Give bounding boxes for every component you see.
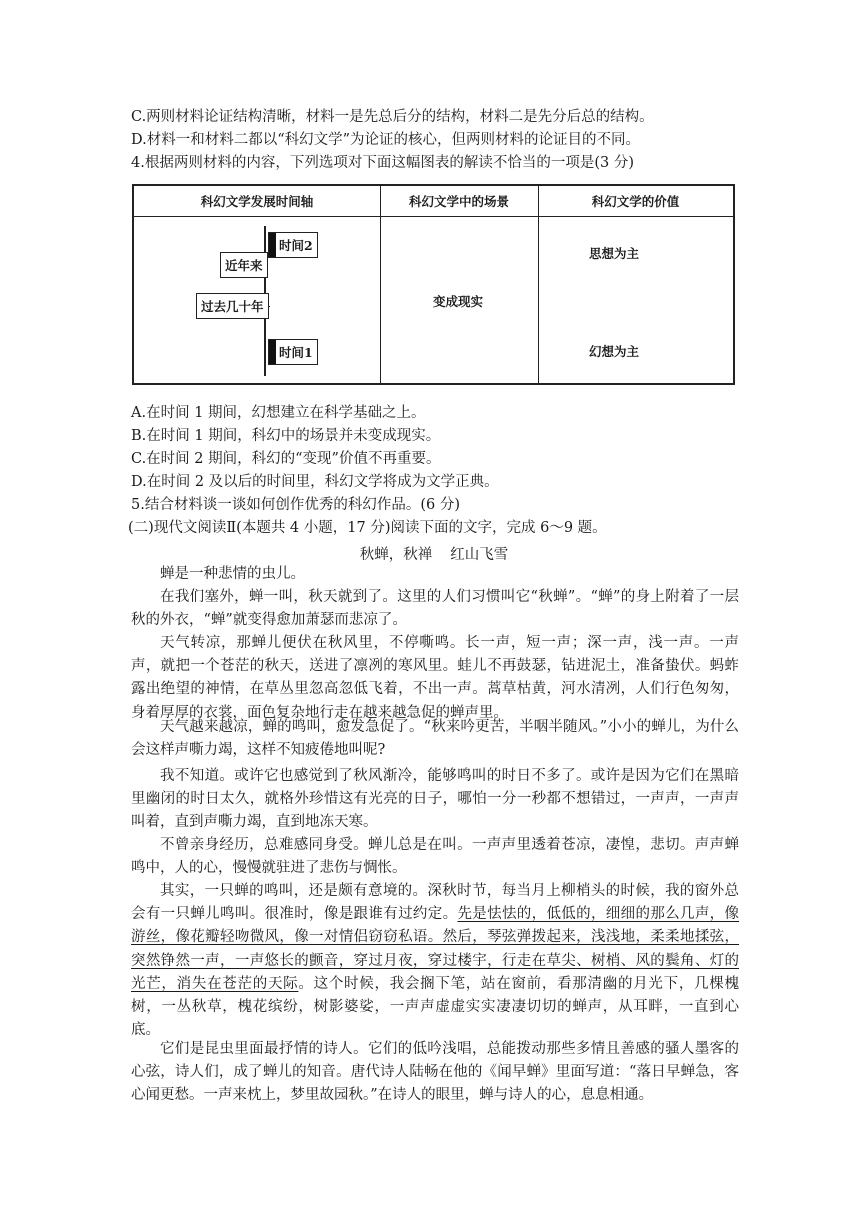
article-title [0, 543, 868, 564]
decades-label: 过去几十年 [201, 299, 264, 314]
question-4: 4.根据两则材料的内容，下列选项对下面这幅图表的解读不恰当的一项是(3 分) [131, 155, 634, 171]
author-name: 红山飞雪 [450, 547, 509, 563]
column-divider-2 [538, 186, 539, 383]
header-divider [134, 216, 733, 217]
paragraph-4: 天气越来越凉，蝉的鸣叫，愈发急促了。“秋来吟更苦，半咽半随风。”小小的蝉儿，为什么会这样声嘶力竭，这样不知疲倦地叫呢? [131, 719, 739, 759]
recent-tag [220, 252, 268, 278]
paragraph-2: 在我们塞外，蝉一叫，秋天就到了。这里的人们习惯叫它“秋蝉”。“蝉”的身上附着了一层秋的外衣，“蝉”就变得愈加萧瑟而悲凉了。 [131, 589, 739, 629]
choice-d: D.在时间 2 及以后的时间里，科幻文学将成为文学正典。 [131, 474, 499, 490]
recent-label: 近年来 [225, 258, 263, 273]
header-scene: 科幻文学中的场景 [408, 194, 509, 209]
value-bottom-cell: 幻想为主 [589, 344, 640, 359]
decades-tag [196, 293, 269, 319]
choice-a: A.在时间 1 期间，幻想建立在科学基础之上。 [131, 405, 426, 421]
paragraph-7 [131, 880, 739, 1042]
section-heading: (二)现代文阅读Ⅱ(本题共 4 小题，17 分)阅读下面的文字，完成 6～9 题。 [128, 520, 607, 536]
paragraph-3: 天气转凉，那蝉儿便伏在秋风里，不停嘶鸣。长一声，短一声；深一声，浅一声。一声声，就把一个苍茫的秋天，送进了凛冽的寒风里。蛙儿不再鼓瑟，钻进泥土，准备蛰伏。蚂蚱露出绝望的神情，在草丛里忽高忽低飞着，不出一声。蒿草枯黄，河水清冽，人们行色匆匆，身着厚厚的衣裳，面色复杂地行走在越来越急促的蝉声里。 [131, 635, 739, 721]
paragraph-1: 蝉是一种悲情的虫儿。 [160, 566, 305, 582]
paragraph-6: 不曾亲身经历，总难感同身受。蝉儿总是在叫。一声声里透着苍凉，凄惶，悲切。声声蝉鸣中，人的心，慢慢就驻进了悲伤与惆怅。 [131, 837, 739, 877]
time2-label: 时间2 [279, 238, 313, 253]
paragraph-8: 它们是昆虫里面最抒情的诗人。它们的低吟浅唱，总能拨动那些多情且善感的骚人墨客的心弦，诗人们，成了蝉儿的知音。唐代诗人陆畅在他的《闻早蝉》里面写道：“落日早蝉急，客心闻更愁。一声来枕上，梦里故园秋。”在诗人的眼里，蝉与诗人的心，息息相通。 [131, 1041, 739, 1104]
option-c-line: C.两则材料论证结构清晰，材料一是先总后分的结构，材料二是先分后总的结构。 [131, 109, 654, 125]
title-text: 秋蝉，秋禅 [359, 547, 433, 563]
time1-label: 时间1 [279, 345, 313, 360]
header-timeline: 科幻文学发展时间轴 [200, 194, 314, 209]
choice-c: C.在时间 2 期间，科幻的“变现”价值不再重要。 [131, 451, 441, 467]
value-top-cell: 思想为主 [589, 246, 640, 261]
choice-b: B.在时间 1 期间，科幻中的场景并未变成现实。 [131, 428, 441, 444]
flag-icon [269, 340, 276, 364]
p7-tail: 。这个时候，我会搁下笔，站在窗前，看那清幽的月光下，几棵槐树，一丛秋草，槐花缤纷，树影婆娑，一声声虚虚实实凄凄切切的蝉声，从耳畔，一直到心底。 [131, 975, 740, 1039]
p7-underlined-passage: 先是怯怯的，低低的，细细的那么几声，像游丝，像花瓣轻吻微风，像一对情侣窃窃私语。然后，琴弦弹拨起来，浅浅地，柔柔地揉弦，突然铮然一声，一声悠长的颤音，穿过月夜，穿过楼宇，行走在草尖、树梢、风的鬓角、灯的光芒，消失在苍茫的天际 [131, 906, 740, 992]
p7-lead: 其实，一只蝉的鸣叫，还是颇有意境的。深秋时节，每当月上柳梢头的时候，我的窗外总会有一只蝉儿鸣叫。很准时，像是跟谁有过约定。 [131, 883, 739, 923]
header-value: 科幻文学的价值 [591, 194, 680, 209]
flag-icon [269, 233, 276, 257]
science-fiction-chart-table [132, 184, 735, 385]
time1-tag [268, 339, 318, 365]
paragraph-5: 我不知道。或许它也感觉到了秋风渐冷，能够鸣叫的时日不多了。或许是因为它们在黑暗里幽闭的时日太久，就格外珍惜这有光亮的日子，哪怕一分一秒都不想错过，一声声，一声声叫着，直到声嘶力竭，直到地冻天寒。 [131, 768, 739, 831]
scene-cell: 变成现实 [433, 294, 484, 309]
column-divider-1 [380, 186, 381, 383]
option-d-line: D.材料一和材料二都以“科幻文学”为论证的核心，但两则材料的论证目的不同。 [131, 132, 641, 148]
question-5: 5.结合材料谈一谈如何创作优秀的科幻作品。(6 分) [131, 497, 460, 513]
time2-tag [268, 232, 318, 258]
